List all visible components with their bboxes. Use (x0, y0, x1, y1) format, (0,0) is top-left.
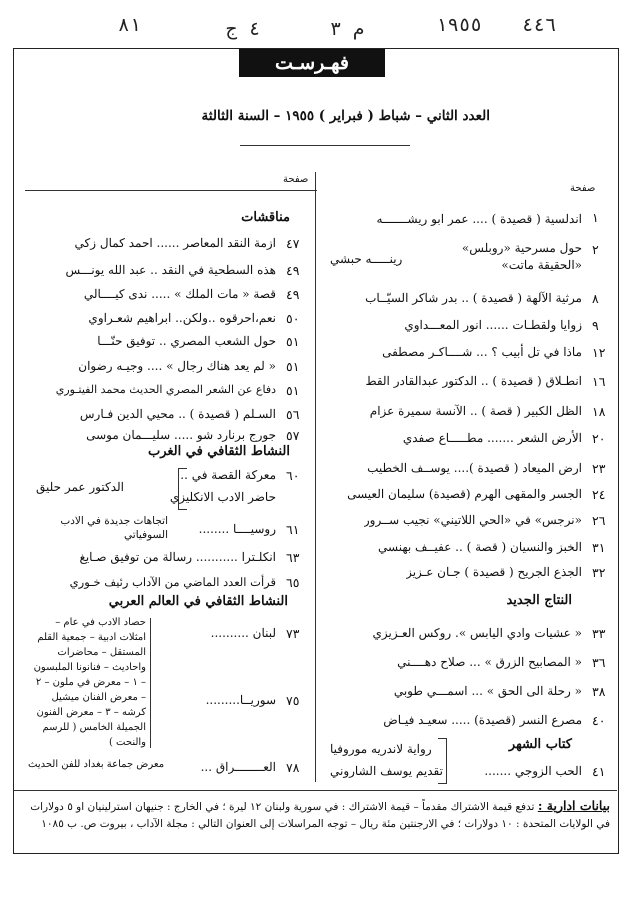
entry-page-number: ٣٦ (592, 655, 606, 670)
toc-entry: روسيــــا ........ (198, 522, 276, 536)
entry-page-number: ٢٦ (592, 513, 606, 528)
toc-entry: قصة « مات الملك » ..... ندى كيــــالي (83, 287, 276, 301)
toc-entry: « عشيات وادي اليابس ». روكس العـزيزي (372, 626, 582, 640)
entry-page-number: ٤١ (592, 764, 606, 779)
top-rule (25, 190, 317, 191)
section-title-new-production: النتاج الجديد (506, 593, 572, 608)
entry-page-number: ٣٣ (592, 626, 606, 641)
toc-entry: جورج برنارد شو ..... سليـــمان موسى (86, 428, 276, 442)
toc-entry: حول مسرحية «روبلس» «الحقيقة ماتت» (461, 241, 582, 272)
entry-page-number: ٣٢ (592, 565, 606, 580)
entry-page-number: ٨ (592, 291, 599, 306)
book-line-2: تقديم يوسف الشاروني (330, 764, 443, 778)
entry-page-number: ٣١ (592, 540, 606, 555)
section-title-book-of-month: كتاب الشهر (508, 737, 572, 752)
toc-entry: زوايا ولقطـات ...... انور المعـــداوي (404, 318, 582, 332)
toc-entry: ماذا في تل أبيب ؟ ... شــــاكـر مصطفى (382, 345, 582, 359)
toc-entry: سوريــا......... (205, 693, 276, 707)
toc-entry: الجذع الجريح ( قصيدة ) جـان عـزيز (406, 565, 582, 579)
entry-page-number: ٢٤ (592, 487, 606, 502)
toc-entry: مرثية الآلهة ( قصيدة ) .. بدر شاكر السيّــاب (365, 291, 582, 305)
toc-entry: « لم يعد هناك رجال » .... وجيـه رضوان (78, 359, 276, 373)
entry-page-number: ٧٣ (286, 626, 300, 641)
bracket (178, 468, 187, 510)
footer-title: بيانات ادارية : (537, 798, 610, 813)
entry-page-number: ١٢ (592, 345, 606, 360)
entry-page-number: ٦٠ (286, 468, 300, 483)
entry-page-number: ١٨ (592, 404, 606, 419)
toc-entry: اندلسية ( قصيدة ) .... عمر ابو ريشـــــــه (376, 212, 582, 226)
page-label-left: صفحة (283, 174, 309, 185)
toc-entry: نعم،احرقوه ..ولكن.. ابراهيم شعـراوي (88, 311, 276, 325)
handwritten-note-5: ٤٤٦ (522, 14, 557, 36)
section-title-west: النشاط الثقافي في الغرب (147, 444, 290, 459)
toc-entry: قرأت العدد الماضي من الآداب رئيف خـوري (69, 575, 276, 589)
entry-page-number: ٢٠ (592, 431, 606, 446)
toc-entry-line2: حاضر الادب الانكليزي (169, 490, 276, 504)
toc-entry: مصرع النسر (قصيدة) ..... سعيـد فيـاض (383, 713, 582, 727)
footer-text (22, 797, 610, 833)
handwritten-note-1: ٨١ (118, 14, 141, 36)
entry-page-number: ٥٦ (286, 407, 300, 422)
entry-page-number: ٥١ (286, 334, 300, 349)
footer-line-2: في الولايات المتحدة : ١٠ دولارات ؛ في الارجنتين مئة ريال – توجه المراسلات إلى العنوان التالي : مجلة الآداب ، بيروت ص. ب ١٠٨٥ (41, 818, 610, 830)
toc-entry-author: الدكتور عمر حليق (36, 480, 124, 494)
entry-page-number: ٥١ (286, 359, 300, 374)
toc-entry: الحب الزوجي ....... (484, 764, 582, 778)
entry-page-number: ٧٨ (286, 760, 300, 775)
toc-entry: « رحلة الى الحق » ... اسمـــي طوبي (393, 684, 582, 698)
footer-rule (14, 790, 617, 791)
toc-entry: دفاع عن الشعر المصري الحديث محمد الفيتـوري (55, 383, 276, 396)
entry-page-number: ٦٣ (286, 550, 300, 565)
toc-entry: السـلم ( قصيدة ) .. محيي الدين فـارس (79, 407, 276, 421)
toc-entry: لبنان .......... (210, 626, 276, 640)
entry-page-number: ٣٨ (592, 684, 606, 699)
entry-page-number: ٥١ (286, 383, 300, 398)
entry-page-number: ٤٧ (286, 236, 300, 251)
bracket (150, 618, 157, 748)
book-line-1: رواية لاندريه موروفيا (330, 742, 432, 756)
handwritten-note-3: م ٣ (330, 18, 365, 40)
toc-entry: ارض الميعاد ( قصيدة ).... يوســف الخطيب (367, 461, 582, 475)
column-divider (315, 172, 316, 782)
toc-entry: هذه السطحية في النقد .. عبد الله يونـــس (65, 263, 276, 277)
toc-entry: انكلـترا ........... رسالة من توفيق صـايغ (79, 550, 276, 564)
page-title: فهـرسـت (239, 49, 385, 77)
entry-page-number: ٤٠ (592, 713, 606, 728)
entry-page-number: ٢ (592, 242, 599, 257)
entry-page-number: ٧٥ (286, 693, 300, 708)
issue-divider (240, 145, 410, 146)
toc-entry-note: حصاد الادب في عام – امثلات ادبية – جمعية القلم المستقل – محاضرات واحاديث – فنانونا الملبسون – ١ – معرض في ملون – ٢ – معرض الفنان ميشيل كرشه – ٣ – معرض الفنون الجميلة الخامس ( للرسم والنحت ) (33, 617, 146, 748)
handwritten-note-4: ١٩٥٥ (436, 14, 482, 36)
entry-page-number: ٥٠ (286, 311, 300, 326)
toc-entry: «نرجس» في «الحي اللاتيني» نجيب ســرور (363, 513, 582, 527)
entry-page-number: ٦١ (286, 522, 300, 537)
toc-entry: انطـلاق ( قصيدة ) .. الدكتور عبدالقادر القط (365, 374, 582, 388)
toc-entry: الأرض الشعر ....... مطـــــاع صفدي (402, 431, 582, 445)
section-title-arab-world: النشاط الثقافي في العالم العربي (108, 594, 288, 609)
toc-entry: الخبز والنسيان ( قصة ) .. عفيــف بهنسي (378, 540, 582, 554)
toc-entry: الجسر والمقهى الهرم (قصيدة) سليمان العيسى (347, 487, 582, 501)
toc-entry: حول الشعب المصري .. توفيق حنّـــا (97, 334, 276, 348)
entry-page-number: ٤٩ (286, 287, 300, 302)
toc-entry: « المصابيح الزرق » ... صلاح دهــــني (397, 655, 582, 669)
toc-entry: معركة القصة في .. (180, 468, 276, 482)
toc-entry: العــــــــراق ... (200, 760, 276, 774)
entry-page-number: ١٦ (592, 374, 606, 389)
footer-line-1: تدفع قيمة الاشتراك مقدماً – قيمة الاشتراك : في سورية ولبنان ١٢ ليرة ؛ في الخارج : جنيهان استرلينيان او ٥ دولارات (30, 801, 535, 813)
section-title-discussions: مناقشات (241, 210, 290, 225)
entry-page-number: ١ (592, 210, 599, 225)
toc-entry-note: اتجاهات جديدة في الادب السوفياتي (60, 515, 168, 541)
toc-entry-note: معرض جماعة بغداد للفن الحديث (28, 759, 165, 770)
toc-entry: الظل الكبير ( قصة ) .. الآنسة سميرة عزام (369, 404, 582, 418)
page-label-right: صفحة (570, 183, 596, 194)
entry-page-number: ٩ (592, 318, 599, 333)
handwritten-note-2: ٤ ج (226, 18, 261, 40)
toc-entry-author: رينـــــه حبشي (330, 252, 403, 266)
entry-page-number: ٤٩ (286, 263, 300, 278)
entry-page-number: ٥٧ (286, 428, 300, 443)
issue-line: العدد الثاني – شباط ( فبراير ) ١٩٥٥ – السنة الثالثة (201, 108, 490, 124)
toc-entry: ازمة النقد المعاصر ...... احمد كمال زكي (74, 236, 276, 250)
entry-page-number: ٦٥ (286, 575, 300, 590)
entry-page-number: ٢٣ (592, 461, 606, 476)
